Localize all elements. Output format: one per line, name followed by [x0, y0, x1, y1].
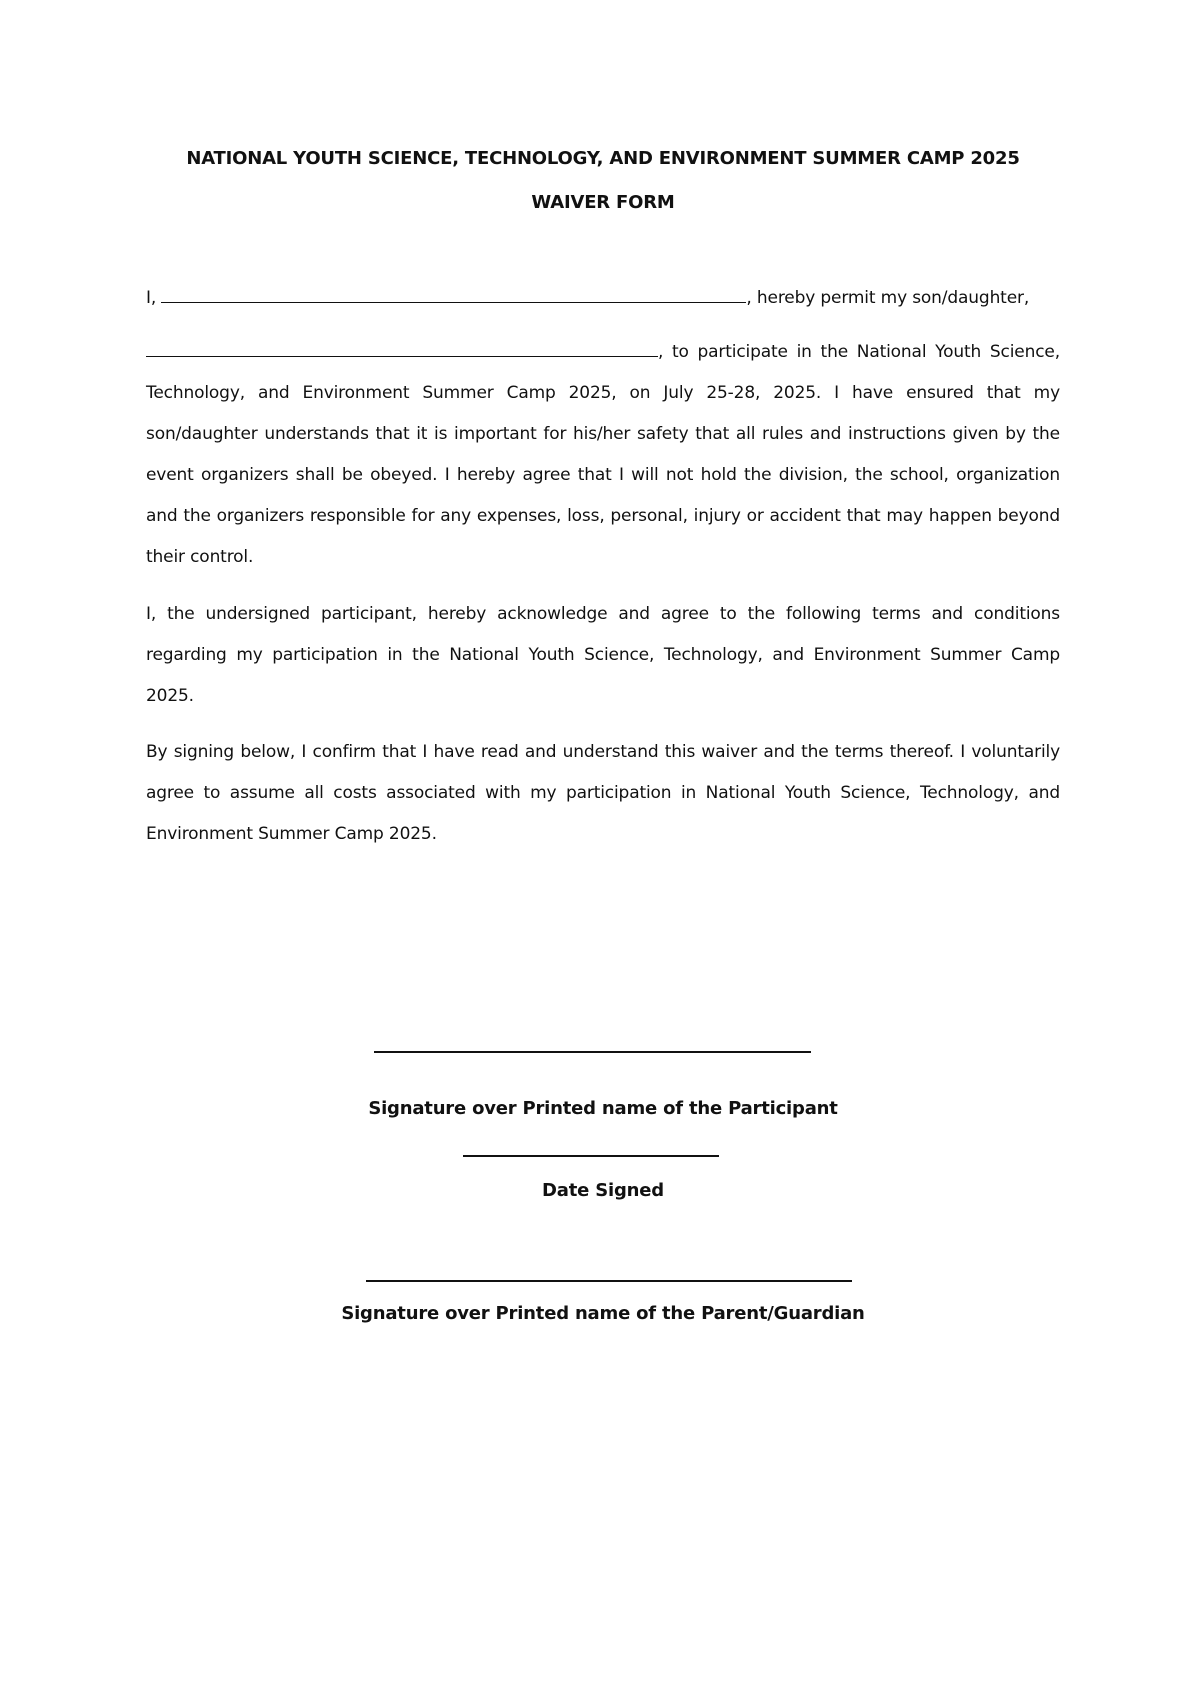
confirmation-paragraph: By signing below, I confirm that I have read and understand this waiver and the terms thereof. I voluntarily agree to assume all costs associated with my participation in National Youth Science, Technology, and Environment Summer Camp 2025.	[146, 742, 1060, 844]
date-signed-line[interactable]	[463, 1155, 719, 1157]
date-signed-label: Date Signed	[542, 1180, 664, 1201]
permission-paragraph	[146, 332, 1060, 578]
guardian-signature-line[interactable]	[366, 1280, 852, 1282]
document-title: NATIONAL YOUTH SCIENCE, TECHNOLOGY, AND ENVIRONMENT SUMMER CAMP 2025	[186, 148, 1020, 169]
child-name-blank[interactable]	[146, 355, 658, 357]
document-subtitle: WAIVER FORM	[531, 192, 675, 213]
line1-prefix: I,	[146, 288, 157, 308]
acknowledgement-paragraph: I, the undersigned participant, hereby acknowledge and agree to the following terms and conditions regarding my participation in the National Youth Science, Technology, and Environment Summer Camp 2025.	[146, 604, 1060, 706]
guardian-signature-label: Signature over Printed name of the Parent/Guardian	[341, 1303, 865, 1324]
parent-name-blank[interactable]	[161, 301, 746, 303]
permission-text: , to participate in the National Youth Science, Technology, and Environment Summer Camp 2025, on July 25-28, 2025. I have ensured that my son/daughter understands that it is important for his/her safety that all rules and instructions given by the event organizers shall be obeyed. I hereby agree that I will not hold the division, the school, organization and the organizers responsible for any expenses, loss, personal, injury or accident that may happen beyond their control.	[146, 342, 1060, 567]
participant-signature-line[interactable]	[374, 1051, 811, 1053]
participant-signature-label: Signature over Printed name of the Participant	[368, 1098, 838, 1119]
line1-suffix: , hereby permit my son/daughter,	[746, 288, 1030, 308]
parent-name-line	[146, 278, 1060, 319]
